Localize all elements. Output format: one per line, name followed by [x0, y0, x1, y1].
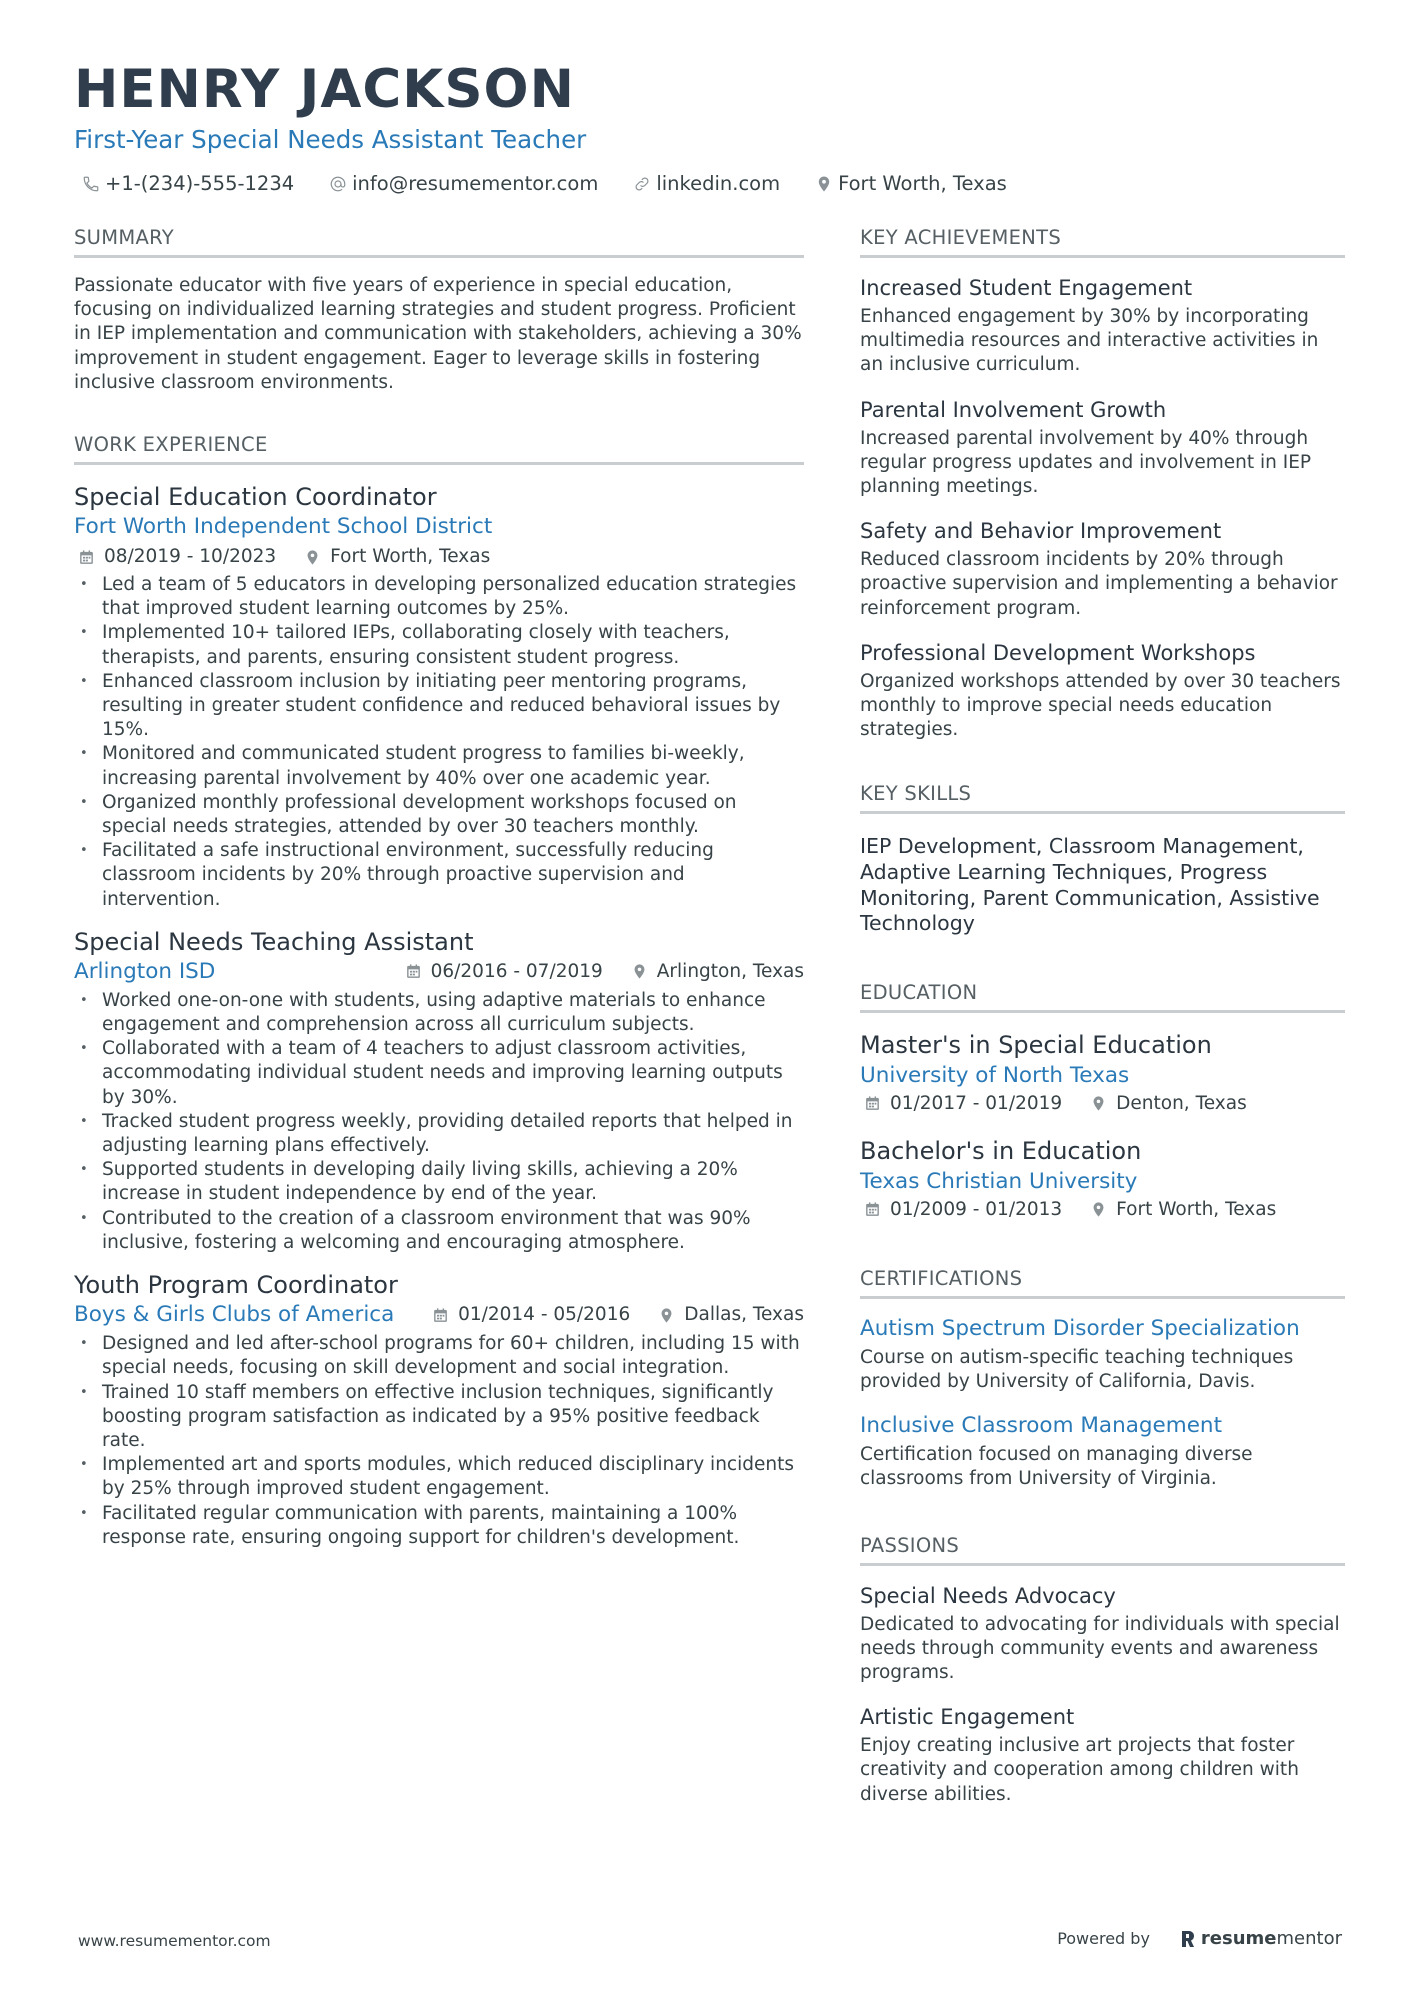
achievement-item	[860, 274, 1345, 378]
certifications-section	[860, 1267, 1345, 1492]
certification-title: Inclusive Classroom Management	[860, 1413, 1222, 1439]
contact-location	[807, 172, 1007, 195]
education-item	[860, 1029, 1345, 1117]
brand-name-rest: mentor	[1276, 1928, 1342, 1949]
education-degree: Bachelor's in Education	[860, 1136, 1142, 1165]
contact-email	[321, 172, 598, 195]
certification-title: Autism Spectrum Disorder Specialization	[860, 1315, 1300, 1341]
education-item	[860, 1135, 1345, 1223]
job-location-text: Dallas, Texas	[684, 1304, 804, 1326]
candidate-name: HENRY JACKSON	[74, 59, 575, 120]
achievement-desc: Organized workshops attended by over 30 teachers monthly to improve special needs education strategies.	[860, 670, 1341, 741]
job-bullet: • Worked one-on-one with students, using adaptive materials to enhance engagement and comprehension across all curriculum subjects.	[74, 989, 804, 1037]
job-dates	[78, 544, 276, 570]
certifications-heading: CERTIFICATIONS	[860, 1267, 1345, 1299]
job-location	[631, 959, 804, 985]
calendar-icon	[405, 963, 422, 980]
contact-linkedin-text[interactable]: linkedin.com	[656, 172, 781, 195]
job-meta	[74, 544, 804, 570]
job-bullet: • Enhanced classroom inclusion by initiating peer mentoring programs, resulting in greater student confidence and reduced behavioral issues by 15%.	[74, 670, 804, 743]
achievement-title: Increased Student Engagement	[860, 276, 1193, 300]
passion-item	[860, 1703, 1345, 1807]
contact-phone-text[interactable]: +1-(234)-555-1234	[105, 172, 295, 195]
job-dates-text: 01/2014 - 05/2016	[458, 1304, 631, 1326]
education-location	[1090, 1091, 1247, 1117]
job-location	[658, 1302, 804, 1328]
achievement-title: Safety and Behavior Improvement	[860, 519, 1222, 544]
certification-desc: Certification focused on managing diverse classrooms from University of Virginia.	[860, 1444, 1253, 1490]
job-bullet: • Organized monthly professional development workshops focused on special needs strategies, attended by over 30 teachers monthly.	[74, 791, 804, 839]
job-bullet: • Trained 10 staff members on effective inclusion techniques, significantly boosting program satisfaction as indicated by a 95% positive feedback rate.	[74, 1381, 804, 1454]
education-location-text: Fort Worth, Texas	[1116, 1198, 1277, 1220]
job-dates-text: 06/2016 - 07/2019	[430, 960, 603, 982]
job-meta	[404, 1302, 804, 1328]
job-bullet: • Facilitated a safe instructional environment, successfully reducing classroom incidents by 20% through proactive supervision and intervention.	[74, 839, 804, 912]
job-bullets	[74, 1332, 804, 1550]
achievement-desc: Reduced classroom incidents by 20% through proactive supervision and implementing a behavior reinforcement program.	[860, 549, 1338, 619]
achievements-heading: KEY ACHIEVEMENTS	[860, 226, 1345, 258]
education-location	[1090, 1197, 1276, 1223]
certification-item	[860, 1315, 1345, 1394]
job-bullet: • Implemented art and sports modules, which reduced disciplinary incidents by 25% through improved student engagement.	[74, 1453, 804, 1501]
job-location	[304, 544, 490, 570]
achievement-title: Professional Development Workshops	[860, 640, 1256, 665]
skills-section	[860, 782, 1345, 936]
calendar-icon	[432, 1307, 449, 1324]
summary-text: Passionate educator with five years of experience in special education, focusing on individualized learning strategies and student progress. Proficient in IEP implementation and communication with stakeholders, achieving a 30% improvement in student engagement. Eager to leverage skills in fostering inclusive classroom environments.	[74, 275, 802, 393]
phone-icon	[82, 175, 100, 193]
job-title: Youth Program Coordinator	[74, 1271, 398, 1300]
education-dates	[864, 1091, 1062, 1117]
passion-title: Special Needs Advocacy	[860, 1583, 1116, 1608]
job-company-row	[74, 1301, 804, 1329]
skills-text: IEP Development, Classroom Management, Adaptive Learning Techniques, Progress Monitoring, Parent Communication, Assistive Technology	[860, 834, 1320, 936]
job-bullet: • Led a team of 5 educators in developing personalized education strategies that improved student learning outcomes by 25%.	[74, 573, 804, 621]
footer-website[interactable]: www.resumementor.com	[78, 1932, 271, 1950]
calendar-icon	[864, 1095, 881, 1112]
contact-phone	[74, 172, 294, 195]
job-bullet: • Facilitated regular communication with parents, maintaining a 100% response rate, ensuring ongoing support for children's development.	[74, 1502, 804, 1550]
calendar-icon	[78, 549, 95, 566]
job-bullet: • Collaborated with a team of 4 teachers to adjust classroom activities, accommodating individual student needs and improving learning outputs by 30%.	[74, 1037, 804, 1110]
left-column	[74, 226, 804, 1550]
job-dates	[432, 1302, 630, 1328]
job-company: Boys & Girls Clubs of America	[74, 1302, 395, 1328]
job-bullet: • Supported students in developing daily living skills, achieving a 20% increase in student independence by end of the year.	[74, 1158, 804, 1206]
job-location-text: Arlington, Texas	[656, 960, 804, 982]
job-bullet: • Tracked student progress weekly, providing detailed reports that helped in adjusting learning plans effectively.	[74, 1110, 804, 1158]
achievement-desc: Enhanced engagement by 30% by incorporating multimedia resources and interactive activities in an inclusive curriculum.	[860, 306, 1319, 376]
right-column	[860, 226, 1345, 1807]
education-location-text: Denton, Texas	[1116, 1092, 1247, 1114]
job-entry	[74, 1269, 804, 1550]
achievement-item	[860, 396, 1345, 500]
candidate-role: First-Year Special Needs Assistant Teacher	[74, 125, 587, 154]
job-title: Special Needs Teaching Assistant	[74, 927, 474, 956]
job-bullet: • Designed and led after-school programs for 60+ children, including 15 with special needs, focusing on skill development and social integration.	[74, 1332, 804, 1380]
job-entry	[74, 481, 804, 912]
education-meta	[860, 1091, 1345, 1117]
contact-linkedin	[625, 172, 780, 195]
education-school: Texas Christian University	[860, 1168, 1138, 1194]
at-icon	[329, 175, 347, 193]
passion-desc: Dedicated to advocating for individuals with special needs through community events and awareness programs.	[860, 1613, 1340, 1684]
location-pin-icon	[631, 963, 648, 980]
job-location-text: Fort Worth, Texas	[330, 546, 491, 568]
footer-powered-by	[1057, 1928, 1342, 1949]
job-bullet: • Contributed to the creation of a classroom environment that was 90% inclusive, fostering a welcoming and encouraging atmosphere.	[74, 1207, 804, 1255]
brand-logo[interactable]	[1180, 1928, 1342, 1949]
achievements-section	[860, 226, 1345, 742]
calendar-icon	[864, 1201, 881, 1218]
education-section	[860, 981, 1345, 1223]
link-icon	[633, 175, 651, 193]
job-bullets	[74, 573, 804, 912]
job-company-row	[74, 958, 804, 986]
education-meta	[860, 1197, 1345, 1223]
experience-section	[74, 433, 804, 1550]
summary-heading: SUMMARY	[74, 226, 804, 258]
job-dates-text: 08/2019 - 10/2023	[104, 546, 277, 568]
summary-section	[74, 226, 804, 395]
passion-item	[860, 1582, 1345, 1686]
job-meta	[377, 959, 804, 985]
passion-title: Artistic Engagement	[860, 1705, 1075, 1730]
contact-email-text[interactable]: info@resumementor.com	[352, 172, 599, 195]
contact-location-text: Fort Worth, Texas	[838, 172, 1007, 195]
achievement-desc: Increased parental involvement by 40% through regular progress updates and involvement in IEP planning meetings.	[860, 427, 1312, 498]
achievement-title: Parental Involvement Growth	[860, 397, 1167, 422]
location-pin-icon	[1090, 1201, 1107, 1218]
passions-section	[860, 1534, 1345, 1807]
job-bullet: • Implemented 10+ tailored IEPs, collaborating closely with teachers, therapists, and parents, ensuring consistent student progress.	[74, 621, 804, 669]
location-pin-icon	[658, 1307, 675, 1324]
job-title: Special Education Coordinator	[74, 483, 437, 512]
achievement-item	[860, 639, 1345, 743]
passions-heading: PASSIONS	[860, 1534, 1345, 1566]
education-heading: EDUCATION	[860, 981, 1345, 1013]
certification-item	[860, 1412, 1345, 1491]
job-bullets	[74, 989, 804, 1255]
contact-bar	[74, 172, 1344, 195]
education-dates-text: 01/2009 - 01/2013	[890, 1198, 1063, 1220]
certification-desc: Course on autism-specific teaching techniques provided by University of California, Davis.	[860, 1346, 1294, 1393]
education-school: University of North Texas	[860, 1062, 1130, 1088]
brand-logo-icon	[1180, 1929, 1196, 1949]
resume-header	[74, 58, 1344, 195]
job-dates	[405, 959, 603, 985]
powered-by-label: Powered by	[1057, 1929, 1150, 1948]
skills-heading: KEY SKILLS	[860, 782, 1345, 814]
job-entry	[74, 926, 804, 1255]
brand-name-bold: resume	[1200, 1928, 1277, 1949]
job-bullet: • Monitored and communicated student progress to families bi-weekly, increasing parental involvement by 40% over one academic year.	[74, 742, 804, 790]
education-dates-text: 01/2017 - 01/2019	[890, 1092, 1063, 1114]
location-pin-icon	[1090, 1095, 1107, 1112]
location-pin-icon	[815, 175, 833, 193]
experience-heading: WORK EXPERIENCE	[74, 433, 804, 465]
education-dates	[864, 1197, 1062, 1223]
achievement-item	[860, 517, 1345, 621]
job-company: Fort Worth Independent School District	[74, 514, 493, 540]
job-company: Arlington ISD	[74, 958, 216, 984]
education-degree: Master's in Special Education	[860, 1030, 1212, 1059]
location-pin-icon	[304, 549, 321, 566]
passion-desc: Enjoy creating inclusive art projects that foster creativity and cooperation among children with diverse abilities.	[860, 1735, 1299, 1805]
